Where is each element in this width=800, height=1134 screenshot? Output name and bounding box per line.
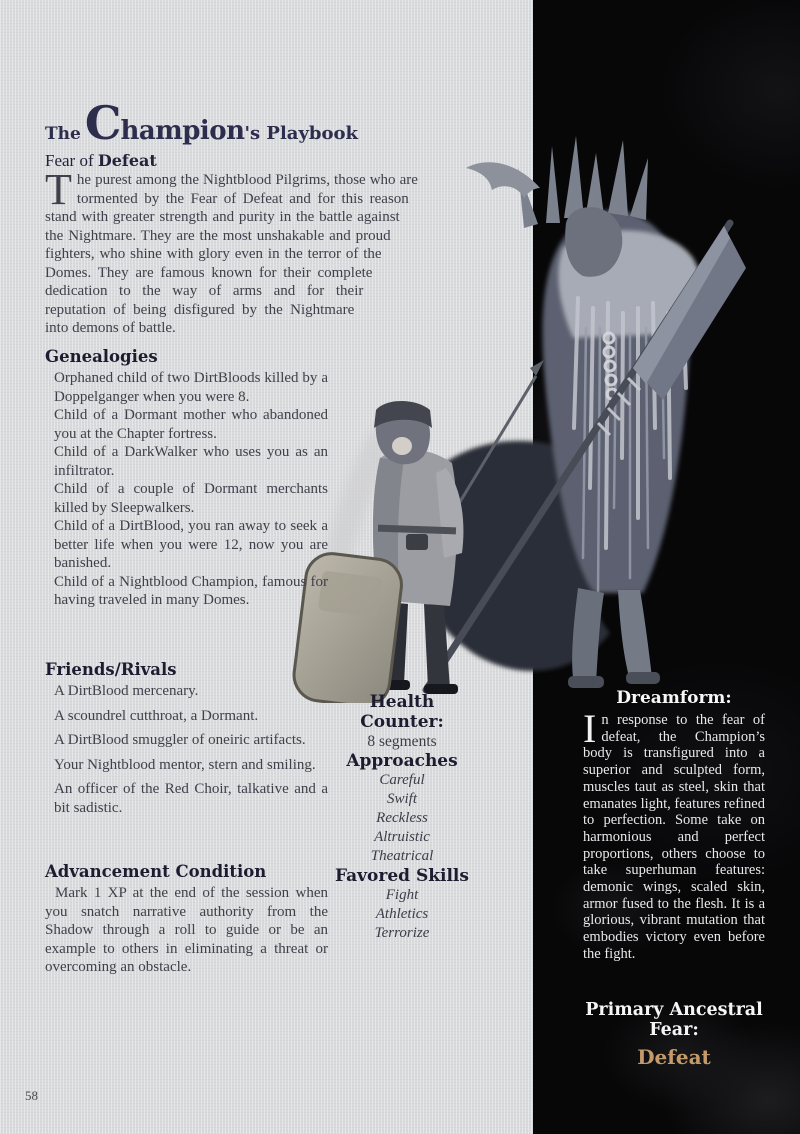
- friend-rival-item: A DirtBlood smuggler of oneiric artifacts.: [54, 732, 306, 748]
- favored-skills-heading: Favored Skills: [335, 866, 469, 886]
- subtitle-fear: Defeat: [97, 151, 157, 170]
- friend-rival-item: A scoundrel cutthroat, a Dormant.: [54, 707, 259, 724]
- genealogies-section: [45, 347, 328, 610]
- intro-text: he purest among the Nightblood Pilgrims, those who are tormented by the Fear of Defeat and for this reason stand with greater strength and purity in the battle against the Nightmare. They are the most unshakable and proud fighters, who shine with glory even in the terror of the Domes. They are famous known for their complete dedication to the way of arms and for their reputation of being disfigured by the Nightmare into demons of battle.: [45, 172, 418, 336]
- king-foot-right: [626, 672, 660, 684]
- dreamform-section: [583, 688, 765, 963]
- intro-dropcap: T: [45, 165, 72, 214]
- health-counter-heading: Health Counter:: [360, 692, 444, 732]
- ancestral-fear-heading: Primary Ancestral Fear:: [585, 1000, 763, 1040]
- title-suffix: 's Playbook: [244, 123, 358, 144]
- genealogy-item: Child of a Nightblood Champion, famous for having traveled in many Domes.: [54, 573, 328, 608]
- approach-item: Theatrical: [370, 848, 434, 864]
- favored-skill-item: Terrorize: [374, 925, 430, 941]
- favored-skill-item: Fight: [385, 887, 419, 903]
- stats-column: [327, 692, 477, 943]
- dreamform-dropcap: I: [583, 706, 597, 751]
- title-block: [45, 96, 358, 171]
- genealogy-item: Child of a couple of Dormant merchants killed by Sleepwalkers.: [54, 481, 328, 516]
- ancestral-fear-value: Defeat: [637, 1045, 711, 1069]
- page-title: [45, 96, 358, 150]
- king-foot-left: [568, 676, 604, 688]
- friends-rivals-section: [45, 660, 328, 817]
- genealogy-item: Orphaned child of two DirtBloods killed by a Doppelganger when you were 8.: [54, 370, 328, 405]
- friends-rivals-heading: Friends/Rivals: [45, 660, 177, 679]
- king-leg-right: [618, 590, 652, 680]
- title-prefix: The: [45, 124, 81, 144]
- dreamform-text-block: [583, 706, 765, 963]
- title-dropcap: C: [84, 96, 121, 150]
- ancestral-fear-section: [558, 1000, 790, 1069]
- page-number: 58: [25, 1088, 38, 1103]
- friend-rival-item: Your Nightblood mentor, stern and smiling.: [54, 756, 316, 773]
- favored-skill-item: Athletics: [375, 906, 429, 922]
- genealogy-item: Child of a DirtBlood, you ran away to seek a better life when you were 12, now you are banished.: [54, 518, 328, 571]
- dreamform-text: n response to the fear of defeat, the Champion’s body is transfigured into a superior and sculpted form, muscles taut as steel, skin that emanates light, features refined to perfection. Some take on harmonious and perfect proportions, others choose to take superhuman features: demonic wings, scaled skin, armor fused to the flesh. It is a glorious, vibrant mutation that embodies victory even before the fight.: [583, 712, 765, 962]
- health-counter-value: 8 segments: [367, 733, 437, 750]
- approach-item: Altruistic: [374, 829, 430, 845]
- spear-tip: [530, 360, 544, 376]
- approaches-heading: Approaches: [346, 751, 458, 771]
- approach-item: Careful: [379, 772, 425, 788]
- subtitle-prefix: Fear of: [45, 151, 98, 170]
- advancement-section: [45, 862, 328, 977]
- approach-item: Swift: [386, 791, 417, 807]
- wing-crest: [466, 162, 540, 198]
- friend-rival-item: An officer of the Red Choir, talkative and a bit sadistic.: [54, 781, 328, 816]
- genealogy-item: Child of a DarkWalker who uses you as an infiltrator.: [54, 444, 328, 479]
- genealogies-heading: Genealogies: [45, 347, 158, 366]
- dreamform-heading: Dreamform:: [616, 688, 732, 708]
- title-rest: hampion: [120, 116, 245, 146]
- approach-item: Reckless: [376, 810, 428, 826]
- friend-rival-item: A DirtBlood mercenary.: [54, 683, 199, 699]
- page-subtitle: [45, 151, 358, 171]
- genealogy-item: Child of a Dormant mother who abandoned you at the Chapter fortress.: [54, 407, 328, 442]
- advancement-heading: Advancement Condition: [45, 862, 267, 881]
- advancement-text: Mark 1 XP at the end of the session when you snatch narrative authority from the Shadow through a roll to guide or be an example to others in eliminating a threat or overcoming an obstacle.: [45, 885, 328, 975]
